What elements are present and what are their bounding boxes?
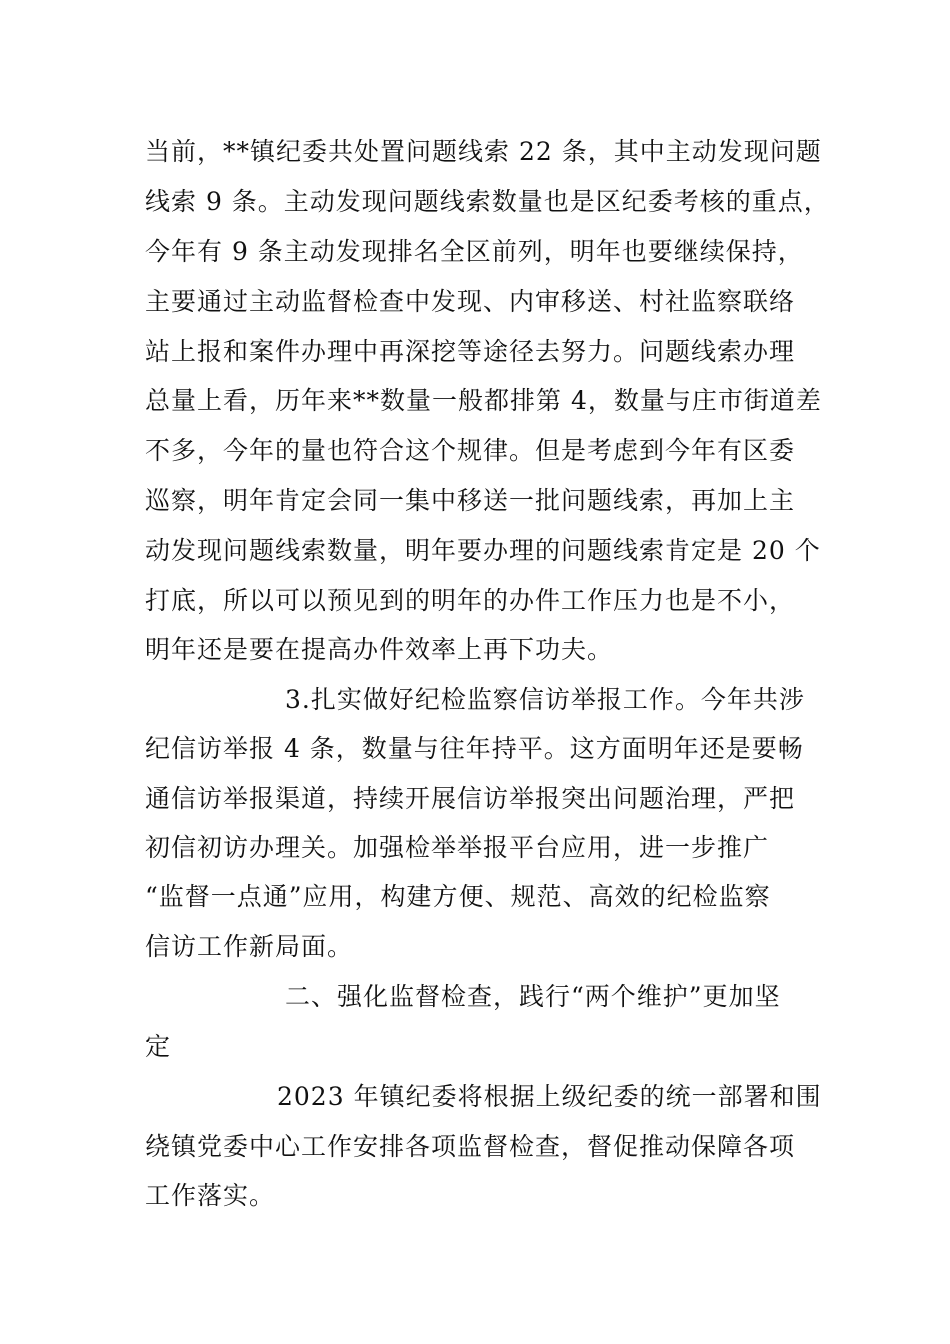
paragraph-2-line-3: 通信访举报渠道，持续开展信访举报突出问题治理，严把 xyxy=(145,784,796,813)
paragraph-2-line-2: 纪信访举报 4 条，数量与往年持平。这方面明年还是要畅 xyxy=(145,734,804,763)
paragraph-1-line-4: 主要通过主动监督检查中发现、内审移送、村社监察联络 xyxy=(145,287,796,316)
paragraph-2-line-6: 信访工作新局面。 xyxy=(145,932,354,961)
paragraph-1-line-11: 明年还是要在提高办件效率上再下功夫。 xyxy=(145,635,614,664)
paragraph-1-line-3: 今年有 9 条主动发现排名全区前列，明年也要继续保持， xyxy=(145,237,804,266)
section-heading-line-2: 定 xyxy=(145,1032,172,1061)
paragraph-2-line-4: 初信初访办理关。加强检举举报平台应用，进一步推广 xyxy=(145,833,770,862)
paragraph-1-line-8: 巡察，明年肯定会同一集中移送一批问题线索，再加上主 xyxy=(145,486,796,515)
paragraph-3-line-3: 工作落实。 xyxy=(145,1181,276,1210)
paragraph-1-line-2: 线索 9 条。主动发现问题线索数量也是区纪委考核的重点， xyxy=(145,187,830,216)
section-heading-line-1: 二、强化监督检查，践行“两个维护”更加坚 xyxy=(285,982,781,1011)
paragraph-3-line-2: 绕镇党委中心工作安排各项监督检查，督促推动保障各项 xyxy=(145,1132,796,1161)
paragraph-1-line-7: 不多，今年的量也符合这个规律。但是考虑到今年有区委 xyxy=(145,436,796,465)
paragraph-1-line-9: 动发现问题线索数量，明年要办理的问题线索肯定是 20 个 xyxy=(145,536,821,565)
paragraph-1-line-6: 总量上看，历年来**数量一般都排第 4，数量与庄市街道差 xyxy=(145,386,822,415)
paragraph-1-line-5: 站上报和案件办理中再深挖等途径去努力。问题线索办理 xyxy=(145,337,796,366)
paragraph-1-line-1: 当前，**镇纪委共处置问题线索 22 条，其中主动发现问题 xyxy=(145,137,822,166)
paragraph-2-line-1: 3.扎实做好纪检监察信访举报工作。今年共涉 xyxy=(285,685,805,714)
paragraph-1-line-10: 打底，所以可以预见到的明年的办件工作压力也是不小， xyxy=(145,586,796,615)
paragraph-2-line-5: “监督一点通”应用，构建方便、规范、高效的纪检监察 xyxy=(145,882,771,911)
paragraph-3-line-1: 2023 年镇纪委将根据上级纪委的统一部署和围 xyxy=(277,1082,822,1111)
